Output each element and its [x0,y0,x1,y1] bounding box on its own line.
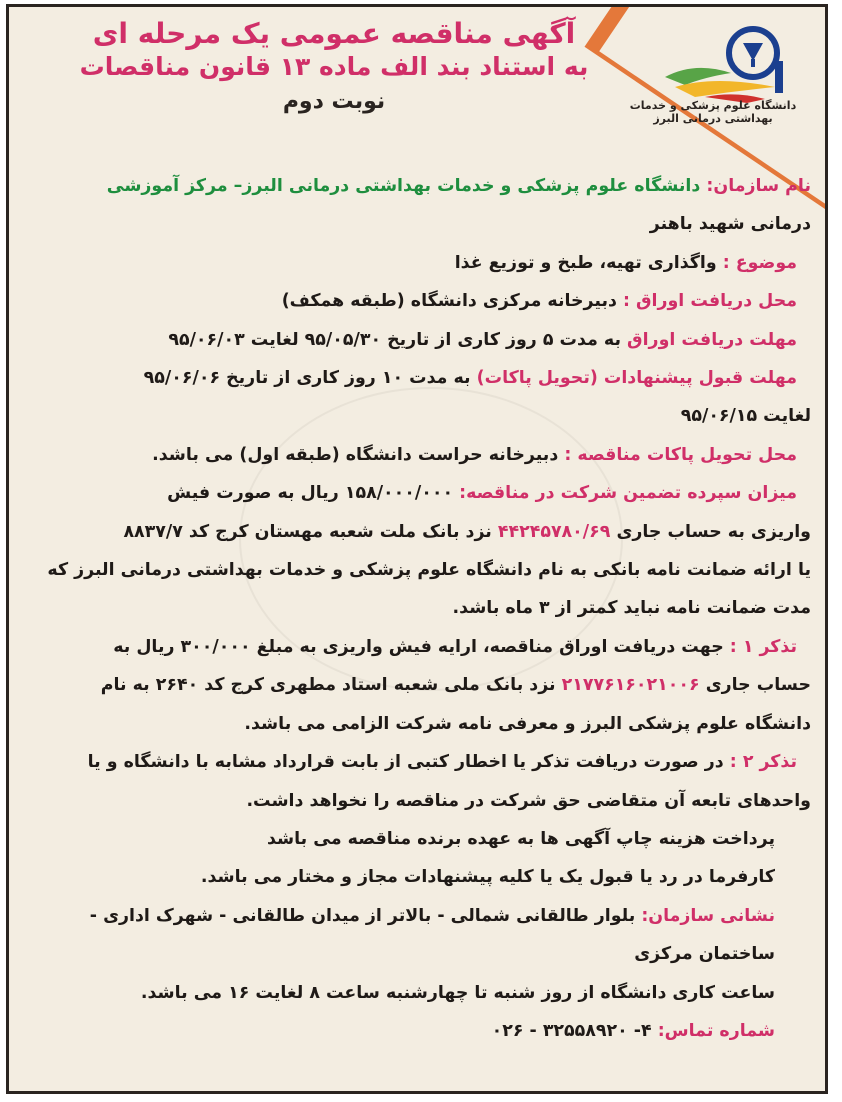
note2-l1: در صورت دریافت تذکر یا اخطار کتبی از بابت قرارداد مشابه با دانشگاه و یا [87,752,724,773]
org-line [23,167,811,205]
docs-deadline-line [23,321,811,359]
phone-line [23,1012,811,1050]
guarantee-line-2 [23,513,811,551]
bid-deadline-line [23,359,811,397]
guarantee-l2-a: واریزی به حساب جاری [616,521,811,542]
bid-deadline-label: مهلت قبول پیشنهادات (تحویل پاکات) [476,368,797,389]
phone-label: شماره تماس: [657,1020,775,1041]
note2-line [23,743,811,781]
guarantee-line-3: یا ارائه ضمانت نامه بانکی به نام دانشگاه علوم پزشکی و خدمات بهداشتی درمانی البرز که [47,560,811,581]
ad-cost-line: پرداخت هزینه چاپ آگهی ها به عهده برنده مناقصه می باشد [266,828,775,849]
note1-l1: جهت دریافت اوراق مناقصه، ارایه فیش واریزی به مبلغ ۳۰۰/۰۰۰ ریال به [113,636,724,657]
note1-account: ۲۱۷۷۶۱۶۰۲۱۰۰۶ [561,675,700,696]
note1-label: تذکر ۱ : [729,636,797,657]
subject-value: واگذاری تهیه، طبخ و توزیع غذا [454,252,717,273]
note1-line [23,628,811,666]
note1-line-2 [23,666,811,704]
docs-deadline-value: به مدت ۵ روز کاری از تاریخ ۹۵/۰۵/۳۰ لغایت ۹۵/۰۶/۰۳ [168,329,621,350]
logo-caption: دانشگاه علوم پزشکی و خدمات بهداشتی درمانی البرز [629,99,797,125]
hours-line: ساعت کاری دانشگاه از روز شنبه تا چهارشنبه ساعت ۸ لغایت ۱۶ می باشد. [140,982,775,1003]
guarantee-value: ۱۵۸/۰۰۰/۰۰۰ ریال به صورت فیش [167,483,454,504]
note2-label: تذکر ۲ : [729,752,797,773]
note1-line-3: دانشگاه علوم پزشکی البرز و معرفی نامه شرکت الزامی می باشد. [244,713,811,734]
notice-title: آگهی مناقصه عمومی یک مرحله ای [92,17,576,50]
bid-deadline-value: به مدت ۱۰ روز کاری از تاریخ ۹۵/۰۶/۰۶ [143,368,471,389]
docs-place-value: دبیرخانه مرکزی دانشگاه (طبقه همکف) [281,291,617,312]
notice-header [39,13,629,114]
address-label: نشانی سازمان: [641,905,775,926]
university-logo-icon [635,17,805,147]
note2-line-2: واحدهای تابعه آن متقاضی حق شرکت در مناقصه را نخواهد داشت. [246,790,811,811]
guarantee-line [23,474,811,512]
phone-value: ۴- ۳۲۵۵۸۹۲۰ - ۰۲۶ [491,1020,652,1041]
notice-subtitle: به استناد بند الف ماده ۱۳ قانون مناقصات [79,52,589,81]
subject-label: موضوع : [722,252,797,273]
guarantee-line-4: مدت ضمانت نامه نباید کمتر از ۳ ماه باشد. [452,598,811,619]
delivery-value: دبیرخانه حراست دانشگاه (طبقه اول) می باشد. [152,444,559,465]
employer-line: کارفرما در رد یا قبول یک یا کلیه پیشنهادات مجاز و مختار می باشد. [200,867,775,888]
bid-deadline-cont: لغایت ۹۵/۰۶/۱۵ [680,406,811,427]
address-line-cont: ساختمان مرکزی [634,944,775,965]
subject-line [23,244,811,282]
guarantee-label: میزان سپرده تضمین شرکت در مناقصه: [459,483,797,504]
docs-place-label: محل دریافت اوراق : [622,291,797,312]
docs-deadline-label: مهلت دریافت اوراق [627,329,797,350]
delivery-label: محل تحویل پاکات مناقصه : [564,444,797,465]
notice-round: نوبت دوم [282,89,386,114]
note1-l2-a: حساب جاری [705,675,811,696]
guarantee-account: ۴۴۲۴۵۷۸۰/۶۹ [497,521,611,542]
note1-l2-b: نزد بانک ملی شعبه استاد مطهری کرج کد ۲۶۴۰ به نام [100,675,556,696]
notice-body [23,167,811,1050]
address-value: بلوار طالقانی شمالی - بالاتر از میدان طالقانی - شهرک اداری - [89,905,636,926]
notice-frame [6,4,828,1094]
org-label: نام سازمان: [706,176,811,196]
guarantee-l2-b: نزد بانک ملت شعبه مهستان کرج کد ۸۸۳۷/۷ [123,521,492,542]
org-line-cont: درمانی شهید باهنر [649,214,811,235]
docs-place-line [23,282,811,320]
address-line [23,897,811,935]
delivery-line [23,436,811,474]
org-value: دانشگاه علوم پزشکی و خدمات بهداشتی درمانی البرز– مرکز آموزشی [106,176,701,196]
